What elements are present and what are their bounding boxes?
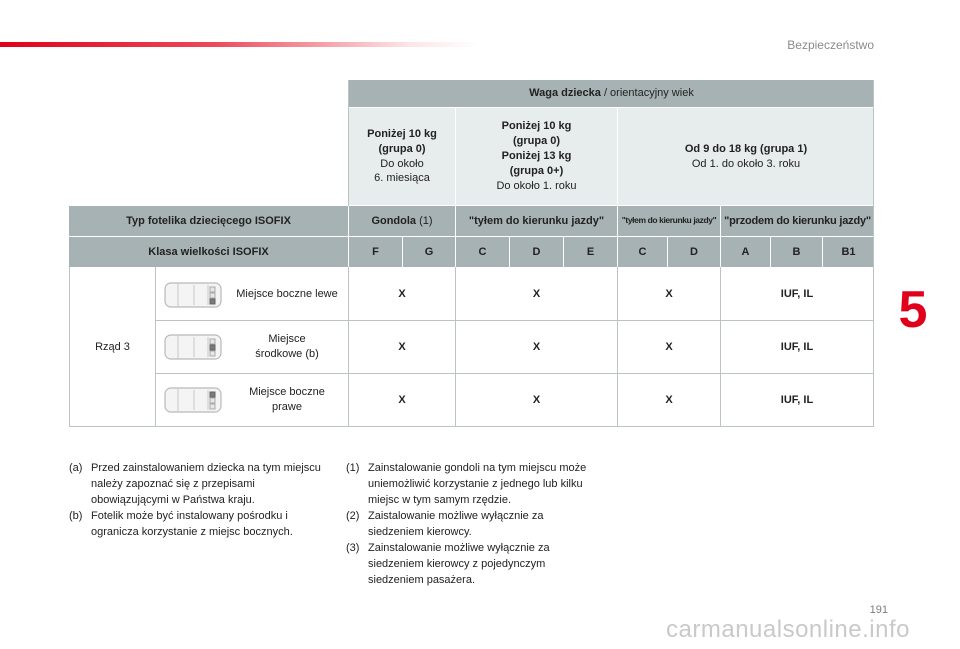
footnotes-left [69, 461, 331, 541]
top-accent-bar [0, 42, 480, 47]
seat-type-label: Typ fotelika dziecięcego ISOFIX [69, 206, 348, 236]
table-cell: X [532, 393, 541, 406]
seat-type-forward-facing: "przodem do kierunku jazdy" [721, 206, 874, 236]
size-class-cell: A [721, 237, 770, 267]
weight-header: Waga dziecka / orientacyjny wiek [349, 80, 874, 107]
size-class-cell: E [564, 237, 617, 267]
size-class-cell: C [618, 237, 667, 267]
table-cell: IUF, IL [780, 393, 814, 406]
seat-position-middle: Miejsce środkowe (b) [255, 333, 319, 360]
table-cell: X [665, 287, 673, 300]
table-cell: X [532, 287, 541, 300]
table-cell: IUF, IL [780, 340, 814, 353]
size-class-cell: D [510, 237, 563, 267]
table-cell: X [398, 287, 406, 300]
page-number: 191 [869, 604, 888, 616]
group-header-3: Od 9 do 18 kg (grupa 1) Od 1. do około 3. roku [618, 108, 874, 205]
footnotes-right [346, 461, 601, 589]
table-cell: X [665, 393, 673, 406]
table-cell: X [665, 340, 673, 353]
seat-type-gondola: Gondola (1) [349, 206, 455, 236]
watermark: carmanualsonline.info [666, 616, 910, 643]
table-cell: IUF, IL [780, 287, 814, 300]
table-border [69, 426, 874, 427]
size-class-cell: B1 [823, 237, 874, 267]
seat-type-rear-facing-1: "tyłem do kierunku jazdy" [456, 206, 617, 236]
table-divider [155, 267, 156, 427]
row-label: Rząd 3 [95, 340, 130, 353]
size-class-cell: F [349, 237, 402, 267]
table-divider [348, 80, 349, 206]
size-class-cell: G [403, 237, 455, 267]
group-header-1: Poniżej 10 kg (grupa 0) Do około 6. miesiąca [349, 108, 455, 205]
seat-position-right: Miejsce boczne prawe [249, 386, 325, 413]
size-class-cell: C [456, 237, 509, 267]
table-cell: X [398, 340, 406, 353]
table-cell: X [398, 393, 406, 406]
size-class-cell: D [668, 237, 720, 267]
group-header-2: Poniżej 10 kg (grupa 0) Poniżej 13 kg (grupa 0+) Do około 1. roku [456, 108, 617, 205]
section-title: Bezpieczeństwo [787, 38, 874, 52]
footnote: (b) Fotelik może być instalowany pośrodku i ogranicza korzystanie z miejsc bocznych. [69, 509, 293, 538]
van-seat-right-icon [164, 386, 224, 414]
table-cell: X [532, 340, 541, 353]
footnote: (a) Przed zainstalowaniem dziecka na tym miejscu należy zapoznać się z przepisami obowiązującymi w Państwa kraju. [69, 462, 321, 506]
table-border [873, 80, 874, 427]
seat-type-rear-facing-2: "tyłem do kierunku jazdy" [618, 206, 720, 236]
chapter-number: 5 [898, 281, 928, 339]
size-class-label: Klasa wielkości ISOFIX [69, 237, 348, 267]
van-seat-middle-icon [164, 333, 224, 361]
van-seat-left-icon [164, 281, 224, 309]
footnote: (3) Zainstalowanie możliwe wyłącznie za siedzeniem kierowcy z pojedynczym siedzeniem pasażera. [346, 541, 550, 586]
seat-position-left: Miejsce boczne lewe [236, 287, 338, 300]
size-class-cell: B [771, 237, 822, 267]
footnote: (1) Zainstalowanie gondoli na tym miejscu może uniemożliwić korzystanie z jednego lub kilku miejsc w tym samym rzędzie. [346, 462, 587, 506]
footnote: (2) Zaistalowanie możliwe wyłącznie za siedzeniem kierowcy. [346, 509, 544, 538]
